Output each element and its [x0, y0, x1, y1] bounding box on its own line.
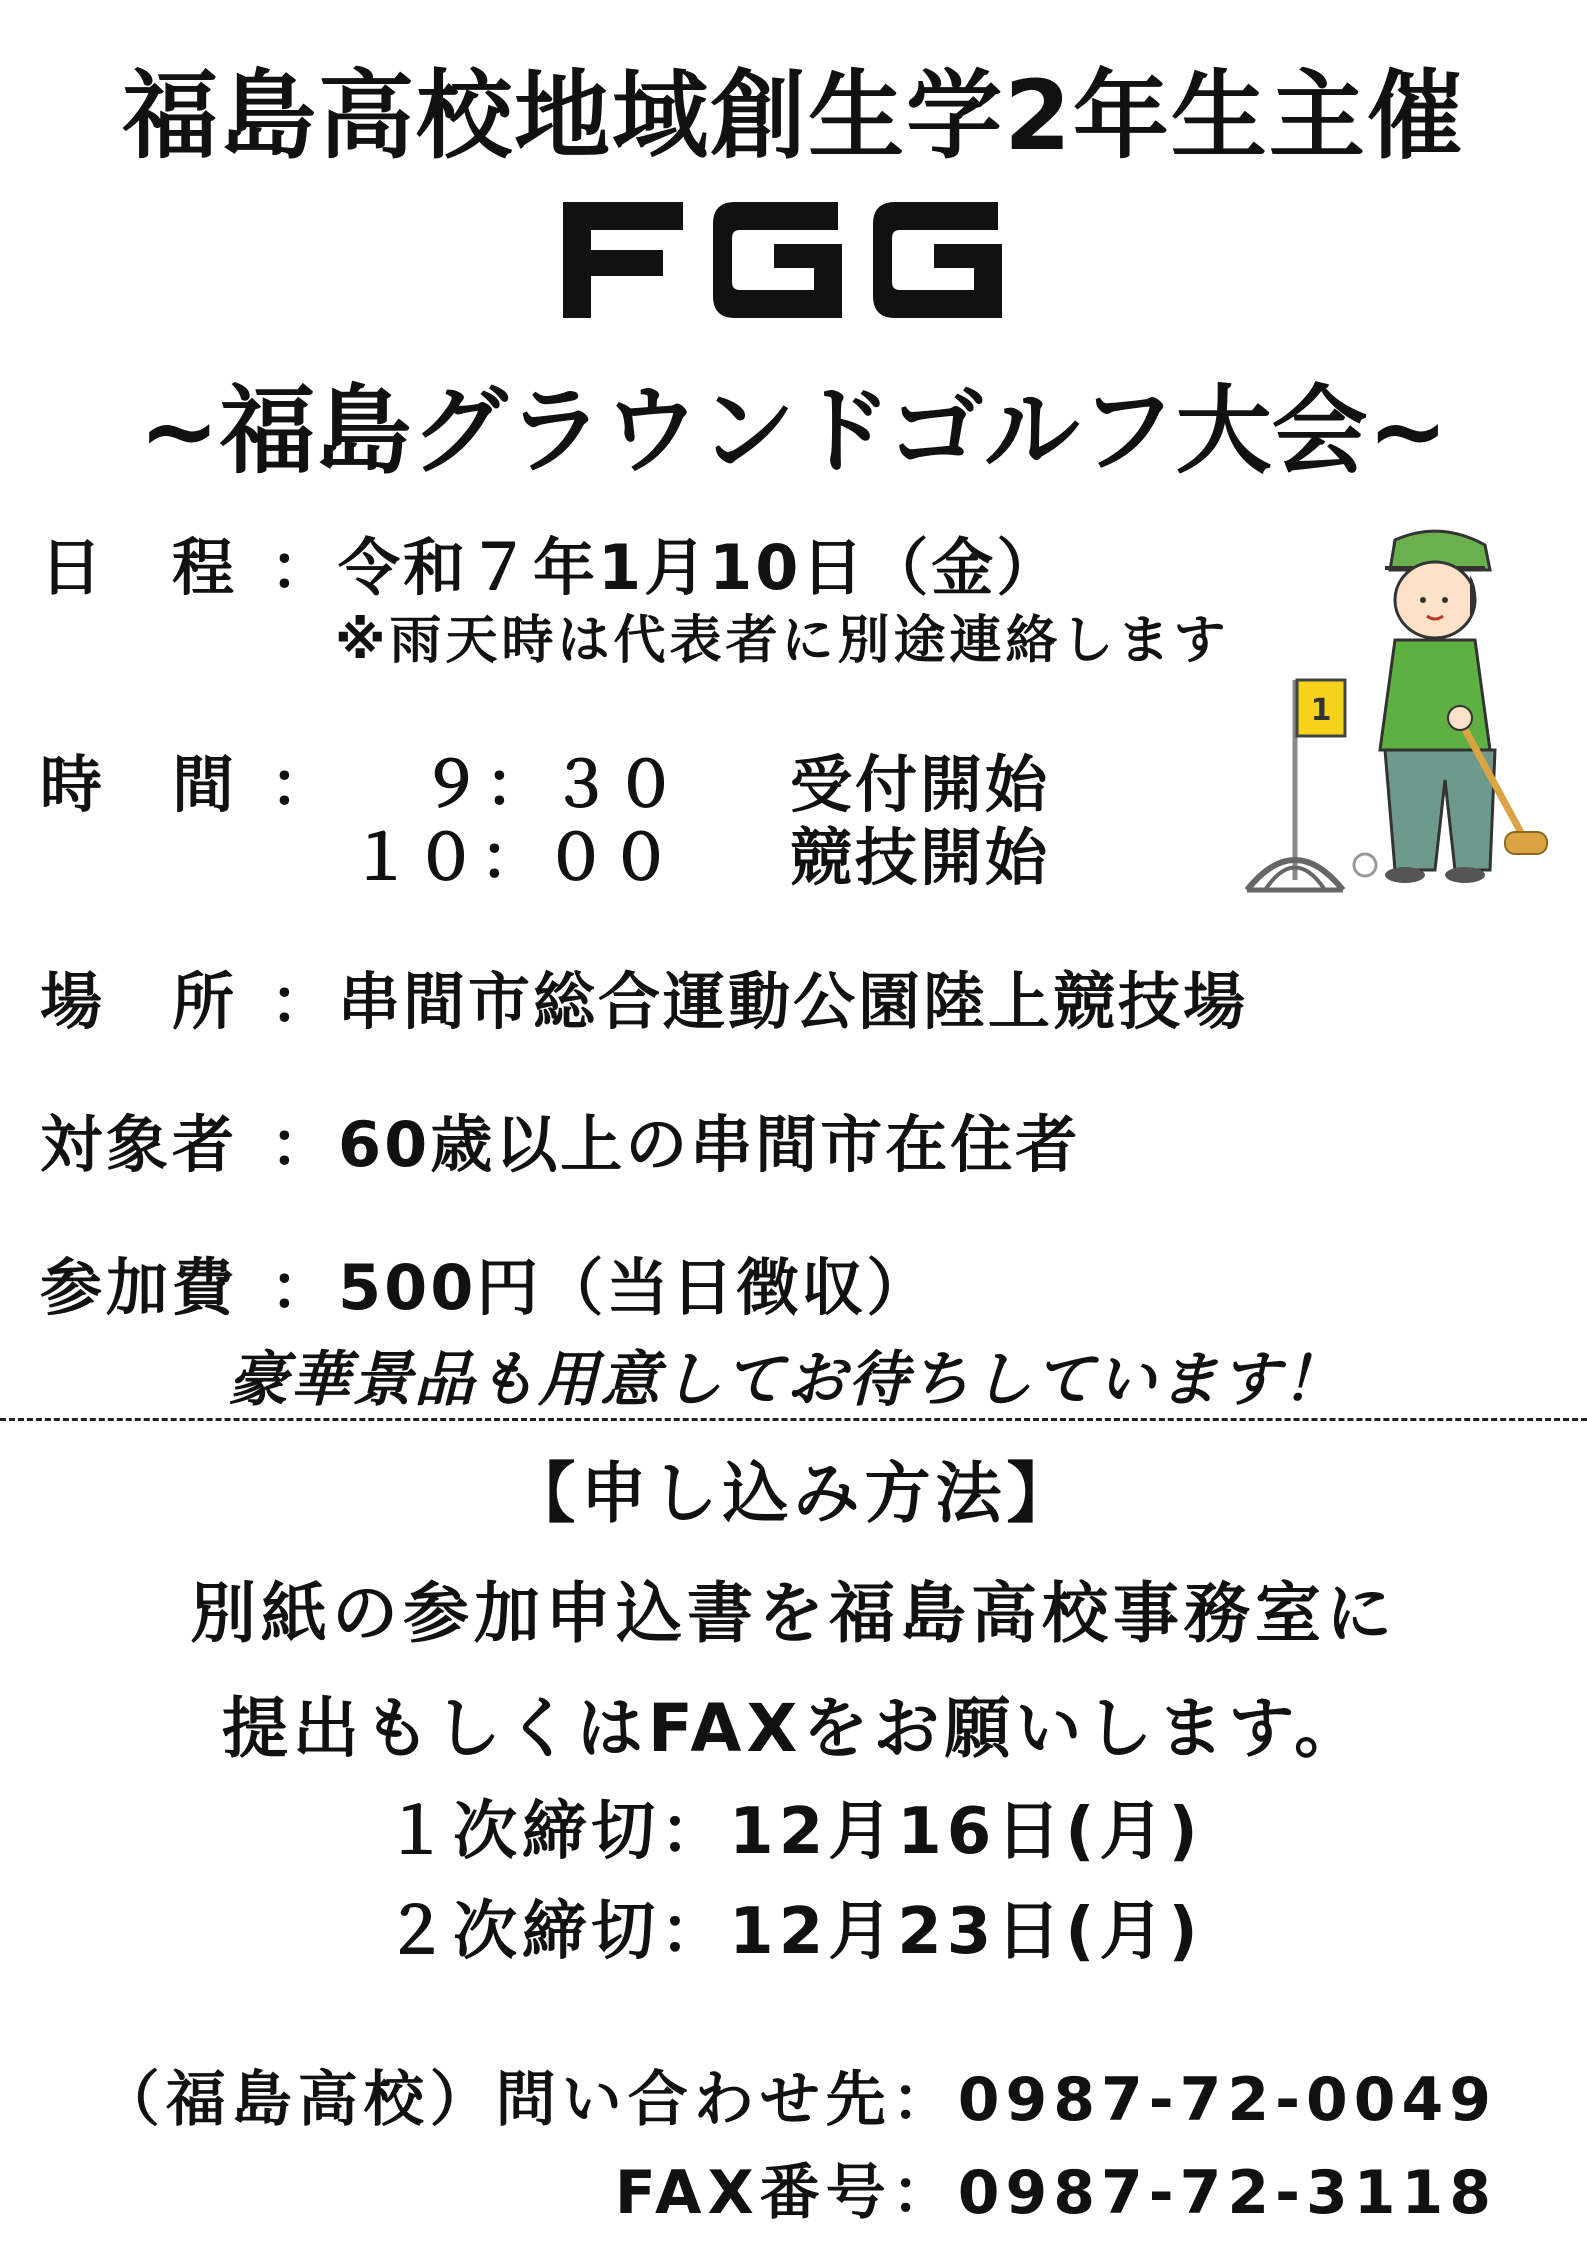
- application-line-2: 提出もしくはFAXをお願いします。: [221, 1690, 1366, 1767]
- golfer-figure: [1380, 531, 1547, 883]
- schedule-separator: ：: [270, 531, 333, 604]
- fgg-logo-graphic: [558, 190, 1008, 330]
- fee-value: 500円（当日徴収）: [338, 1251, 932, 1324]
- rain-note: ※雨天時は代表者に別途連絡します: [335, 611, 1230, 671]
- target-value: 60歳以上の串間市在住者: [338, 1108, 1081, 1181]
- flag-number: 1: [1310, 693, 1332, 728]
- contact-fax: FAX番号：0987-72-3118: [614, 2158, 1497, 2228]
- schedule-label: 日 程: [40, 531, 239, 604]
- fgg-logo: [558, 190, 1008, 330]
- target-separator: ：: [270, 1108, 333, 1181]
- schedule-value: 令和７年1月10日（金）: [338, 531, 1062, 604]
- contact-phone: （福島高校）問い合わせ先：0987-72-0049: [99, 2065, 1497, 2135]
- reception-time: ９：３０: [420, 748, 681, 821]
- prize-note: 豪華景品も用意してお待ちしています！: [228, 1345, 1344, 1415]
- ground-golf-player-illustration: [1235, 520, 1555, 900]
- start-desc: 競技開始: [790, 821, 1051, 894]
- place-label: 場 所: [40, 965, 239, 1038]
- place-value: 串間市総合運動公園陸上競技場: [338, 965, 1249, 1038]
- reception-desc: 受付開始: [790, 748, 1051, 821]
- golfer-illustration-graphic: [1235, 520, 1555, 900]
- target-label: 対象者: [40, 1108, 239, 1181]
- fee-label: 参加費: [40, 1251, 239, 1324]
- fee-separator: ：: [270, 1251, 333, 1324]
- time-label: 時 間: [40, 748, 239, 821]
- header-title: 福島高校地域創生学2年生主催: [122, 60, 1465, 172]
- dashed-divider: [0, 1418, 1587, 1421]
- ball-icon: [1354, 854, 1376, 876]
- goal-post-icon: [1247, 680, 1345, 890]
- deadline-1: １次締切：12月16日(月): [384, 1795, 1203, 1869]
- application-line-1: 別紙の参加申込書を福島高校事務室に: [190, 1575, 1397, 1652]
- time-separator: ：: [270, 748, 333, 821]
- place-separator: ：: [270, 965, 333, 1038]
- start-time: １０：００: [350, 821, 676, 894]
- deadline-2: ２次締切：12月23日(月): [384, 1895, 1203, 1969]
- application-heading: 【申し込み方法】: [509, 1455, 1078, 1532]
- event-name: ~福島グラウンドゴルフ大会~: [138, 375, 1449, 487]
